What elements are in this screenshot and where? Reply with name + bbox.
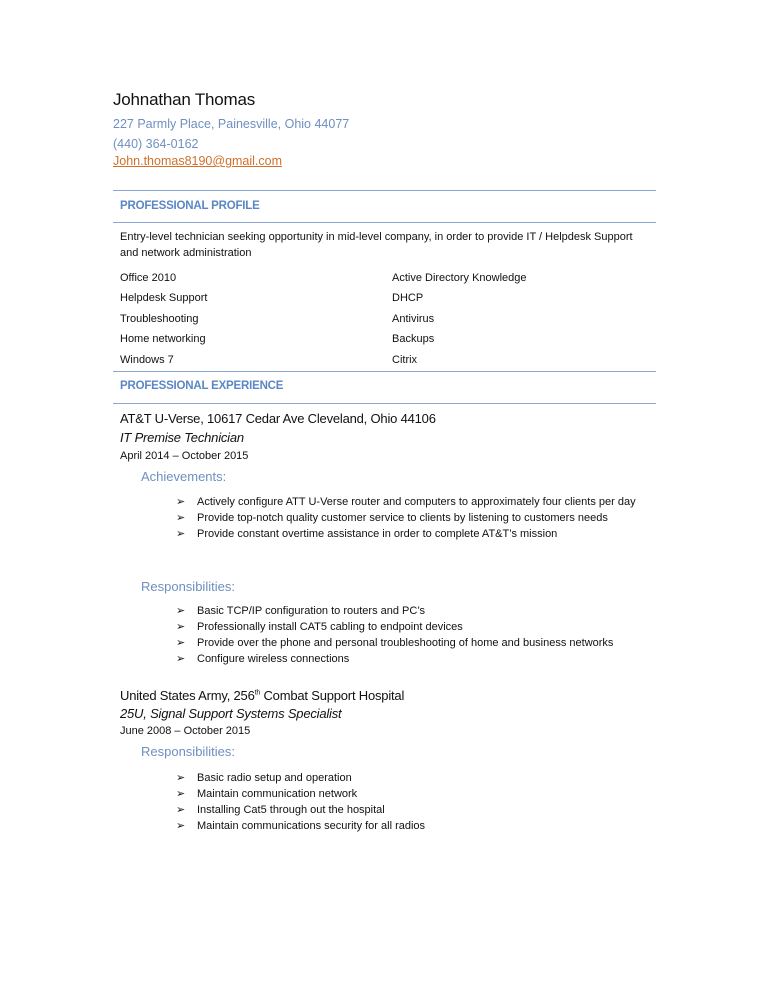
skill-item: Troubleshooting [120,313,199,325]
list-item: ➢ Professionally install CAT5 cabling to endpoint devices [176,621,463,633]
list-item: ➢ Actively configure ATT U-Verse router and computers to approximately four clients per day [176,496,636,508]
section-heading-experience: PROFESSIONAL EXPERIENCE [120,380,284,392]
skill-item: Backups [392,333,435,345]
achievements-heading: Achievements: [141,469,227,484]
contact-phone: (440) 364-0162 [113,137,199,151]
list-item: ➢ Installing Cat5 through out the hospital [176,804,385,816]
profile-summary: Entry-level technician seeking opportunity in mid-level company, in order to provide IT / Helpdesk Support and network administration [120,231,633,259]
contact-address: 227 Parmly Place, Painesville, Ohio 44077 [113,117,350,131]
arrowhead-bullet-icon: ➢ [176,512,186,524]
list-item: ➢ Maintain communication network [176,788,358,800]
responsibilities-heading: Responsibilities: [141,579,235,594]
divider [113,371,656,372]
applicant-name: Johnathan Thomas [113,90,256,109]
arrowhead-bullet-icon: ➢ [176,605,186,617]
arrowhead-bullet-icon: ➢ [176,621,186,633]
skill-item: DHCP [392,292,424,304]
achievements-list [176,494,656,542]
divider [113,222,656,223]
job-dates: June 2008 – October 2015 [120,725,251,737]
arrowhead-bullet-icon: ➢ [176,528,186,540]
skill-item: Active Directory Knowledge [392,272,527,284]
skill-item: Helpdesk Support [120,292,208,304]
list-item: ➢ Provide top-notch quality customer service to clients by listening to customers needs [176,512,608,524]
skill-item: Home networking [120,333,206,345]
skill-item: Antivirus [392,313,435,325]
responsibilities-list [176,603,656,667]
job-title: IT Premise Technician [120,430,244,445]
contact-email-link[interactable]: John.thomas8190@gmail.com [113,154,283,168]
section-heading-profile: PROFESSIONAL PROFILE [120,200,260,212]
arrowhead-bullet-icon: ➢ [176,820,186,832]
list-item: ➢ Basic TCP/IP configuration to routers and PC’s [176,605,426,617]
skill-item: Citrix [392,354,418,366]
arrowhead-bullet-icon: ➢ [176,788,186,800]
divider [113,403,656,404]
job-title: 25U, Signal Support Systems Specialist [120,706,342,721]
job-dates: April 2014 – October 2015 [120,450,249,462]
list-item: ➢ Provide constant overtime assistance in order to complete AT&T’s mission [176,528,558,540]
divider [113,190,656,191]
skill-item: Windows 7 [120,354,174,366]
arrowhead-bullet-icon: ➢ [176,496,186,508]
arrowhead-bullet-icon: ➢ [176,804,186,816]
responsibilities-list [176,770,656,834]
skill-item: Office 2010 [120,272,177,284]
list-item: ➢ Configure wireless connections [176,653,350,665]
job-employer: AT&T U-Verse, 10617 Cedar Ave Cleveland, Ohio 44106 [120,411,436,426]
job-employer: United States Army, 256th Combat Support Hospital [120,688,405,703]
arrowhead-bullet-icon: ➢ [176,653,186,665]
arrowhead-bullet-icon: ➢ [176,772,186,784]
list-item: ➢ Basic radio setup and operation [176,772,352,784]
arrowhead-bullet-icon: ➢ [176,637,186,649]
list-item: ➢ Maintain communications security for all radios [176,820,426,832]
list-item: ➢ Provide over the phone and personal troubleshooting of home and business networks [176,637,614,649]
responsibilities-heading: Responsibilities: [141,744,235,759]
